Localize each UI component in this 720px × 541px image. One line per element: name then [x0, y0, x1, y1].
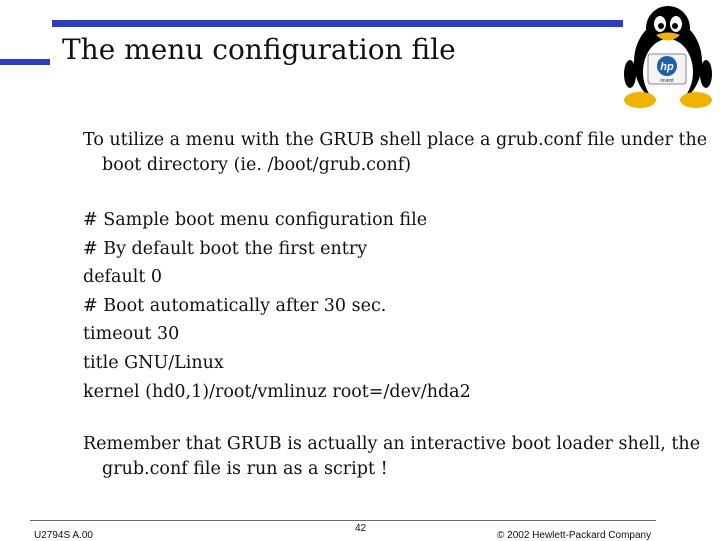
config-line: # By default boot the first entry: [83, 238, 368, 259]
hp-badge-caption: invent: [660, 78, 674, 84]
config-line: default 0: [83, 267, 163, 288]
title-accent-bar-top: [52, 20, 623, 27]
config-line: title GNU/Linux: [83, 352, 224, 373]
config-line: kernel (hd0,1)/root/vmlinuz root=/dev/hda2: [83, 381, 471, 402]
config-line: # Boot automatically after 30 sec.: [83, 295, 387, 316]
copyright-notice: © 2002 Hewlett-Packard Company: [497, 530, 652, 541]
config-example: [83, 206, 703, 406]
course-code: U2794S A.00: [34, 530, 93, 541]
intro-paragraph: To utilize a menu with the GRUB shell place a grub.conf file under the boot directory (ie. /boot/grub.conf): [83, 130, 708, 175]
config-line: timeout 30: [83, 324, 180, 345]
title-accent-bar-left: [0, 59, 50, 65]
footer-divider: [30, 520, 656, 521]
config-line: # Sample boot menu configuration file: [83, 210, 428, 230]
note-paragraph: Remember that GRUB is actually an interactive boot loader shell, the grub.conf file is run as a script !: [83, 434, 701, 480]
slide-title: The menu configuration file: [62, 33, 456, 66]
page-number: 42: [355, 523, 367, 534]
slide-body: [83, 128, 708, 482]
tux-penguin-icon: [620, 4, 716, 112]
hp-badge-text: hp: [660, 61, 674, 73]
